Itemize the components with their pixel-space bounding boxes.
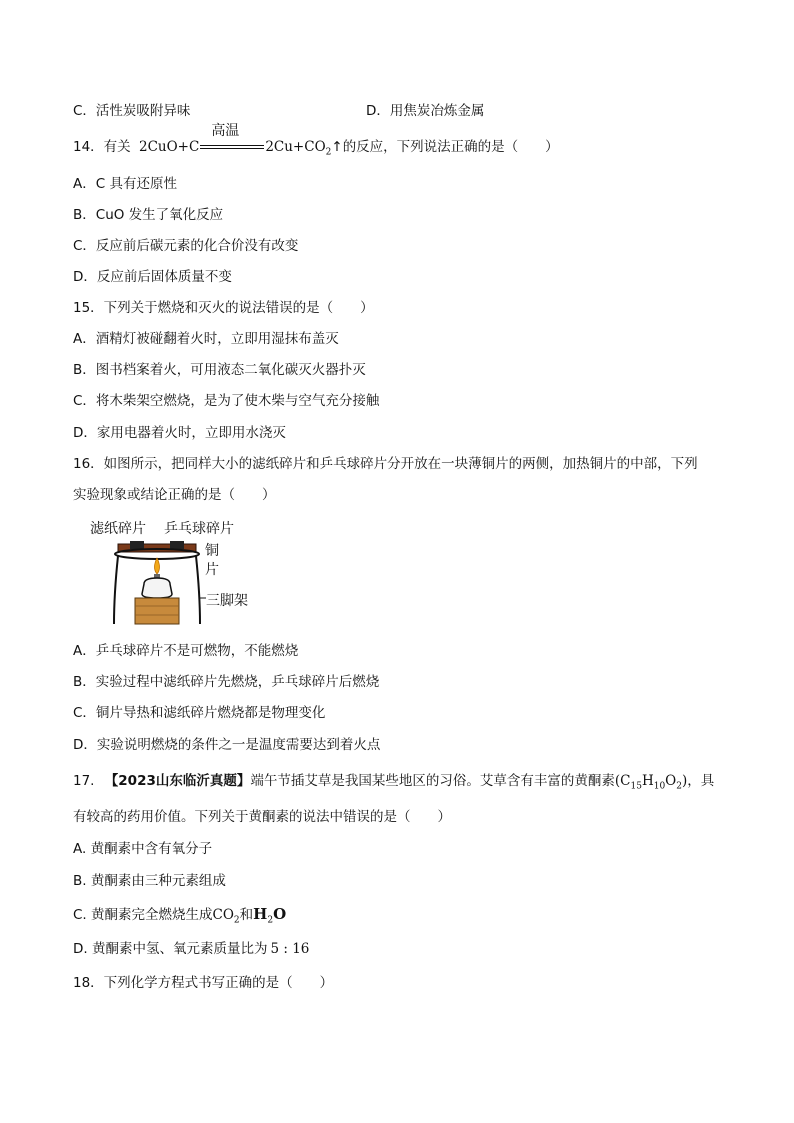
tripod-leg-left xyxy=(114,556,118,624)
q14-products: 2Cu+CO xyxy=(265,139,326,155)
q14-option-b: B．CuO 发生了氧化反应 xyxy=(73,207,224,223)
q17-option-a: A. 黄酮素中含有氧分子 xyxy=(73,841,213,857)
q14-equal-sign xyxy=(200,145,264,149)
ping-pong-piece xyxy=(170,541,184,549)
label-tripod: 三脚架 xyxy=(206,593,248,609)
q16-option-a: A．乒乓球碎片不是可燃物，不能燃烧 xyxy=(73,643,299,659)
q14-gas-arrow: ↑ xyxy=(331,139,343,155)
q17-sub-2: 2 xyxy=(676,781,682,792)
q14-stem xyxy=(73,123,559,162)
q17-stem-b: ，具 xyxy=(687,773,715,789)
q14-prefix: 14．有关 xyxy=(73,139,131,155)
q17-number: 17. xyxy=(73,773,95,789)
q16-stem-line1: 16．如图所示，把同样大小的滤纸碎片和乒乓球碎片分开放在一块薄铜片的两侧，加热铜片的中部，下列 xyxy=(73,456,698,472)
q14-option-d: D．反应前后固体质量不变 xyxy=(73,269,232,285)
alcohol-lamp xyxy=(142,578,172,598)
q17-sub-10: 10 xyxy=(653,781,666,792)
q15-option-c: C．将木柴架空燃烧，是为了使木柴与空气充分接触 xyxy=(73,393,380,409)
q17-source: 【2023山东临沂真题】 xyxy=(104,773,251,789)
q17-formula-o: O xyxy=(665,773,677,789)
q17-formula-h: H xyxy=(641,773,654,789)
q17-option-d-text: D. 黄酮素中氢、氧元素质量比为 xyxy=(73,941,268,957)
tripod-leg-right xyxy=(196,556,200,624)
q17-option-c-and: 和 xyxy=(239,907,254,923)
q13-option-c: C．活性炭吸附异味 xyxy=(73,103,191,119)
label-copper-1: 铜 xyxy=(205,543,219,559)
q17-sub-15: 15 xyxy=(630,781,642,792)
flame xyxy=(155,558,160,574)
filter-paper-piece xyxy=(130,541,144,549)
q17-formula-c: C xyxy=(620,773,631,789)
q17-stem-line2: 有较高的药用价值。下列关于黄酮素的说法中错误的是（ ） xyxy=(73,809,451,825)
q13-option-d: D．用焦炭冶炼金属 xyxy=(366,103,485,119)
q17-option-b: B. 黄酮素由三种元素组成 xyxy=(73,873,226,889)
q17-option-c-co2-sub: 2 xyxy=(233,915,240,926)
q16-option-c: C．铜片导热和滤纸碎片燃烧都是物理变化 xyxy=(73,705,326,721)
label-copper-2: 片 xyxy=(205,562,219,578)
q14-condition: 高温 xyxy=(211,123,240,139)
q16-stem-line2: 实验现象或结论正确的是（ ） xyxy=(73,487,276,503)
wooden-block xyxy=(135,598,179,624)
q14-reactants: 2CuO+C xyxy=(138,139,200,155)
q17-option-d xyxy=(73,940,309,958)
q15-option-d: D．家用电器着火时，立即用水浇灭 xyxy=(73,425,286,441)
q14-suffix: 的反应，下列说法正确的是（ ） xyxy=(342,139,559,155)
q17-option-c xyxy=(73,905,286,930)
q17-option-c-o: O xyxy=(273,905,287,923)
q14-co2-sub: 2 xyxy=(325,147,332,158)
q17-option-c-h2-sub: 2 xyxy=(267,915,274,926)
q16-figure xyxy=(88,514,258,632)
q16-option-b: B．实验过程中滤纸碎片先燃烧，乒乓球碎片后燃烧 xyxy=(73,674,380,690)
q15-option-b: B．图书档案着火，可用液态二氧化碳灭火器扑灭 xyxy=(73,362,366,378)
q17-stem-line1 xyxy=(73,772,714,796)
q17-option-c-h: H xyxy=(253,905,268,923)
q17-option-c-text: C. 黄酮素完全燃烧生成 xyxy=(73,907,213,923)
q17-formula: $(C_{15}H_{10}O_2)$ xyxy=(614,773,688,792)
q17-option-d-ratio: 5 : 16 xyxy=(270,941,310,957)
q18-stem: 18．下列化学方程式书写正确的是（ ） xyxy=(73,975,334,991)
q14-option-a: A．C 具有还原性 xyxy=(73,176,177,192)
q14-equation-arrow xyxy=(199,123,265,156)
q15-stem: 15．下列关于燃烧和灭火的说法错误的是（ ） xyxy=(73,300,374,316)
label-ping-pong: 乒乓球碎片 xyxy=(164,521,234,537)
q16-option-d: D．实验说明燃烧的条件之一是温度需要达到着火点 xyxy=(73,737,381,753)
label-filter-paper: 滤纸碎片 xyxy=(90,521,146,537)
q15-option-a: A．酒精灯被碰翻着火时，立即用湿抹布盖灭 xyxy=(73,331,339,347)
q17-stem-a: 端午节插艾草是我国某些地区的习俗。艾草含有丰富的黄酮素 xyxy=(250,773,615,789)
q14-option-c: C．反应前后碳元素的化合价没有改变 xyxy=(73,238,299,254)
q17-option-c-co: CO xyxy=(212,907,234,923)
